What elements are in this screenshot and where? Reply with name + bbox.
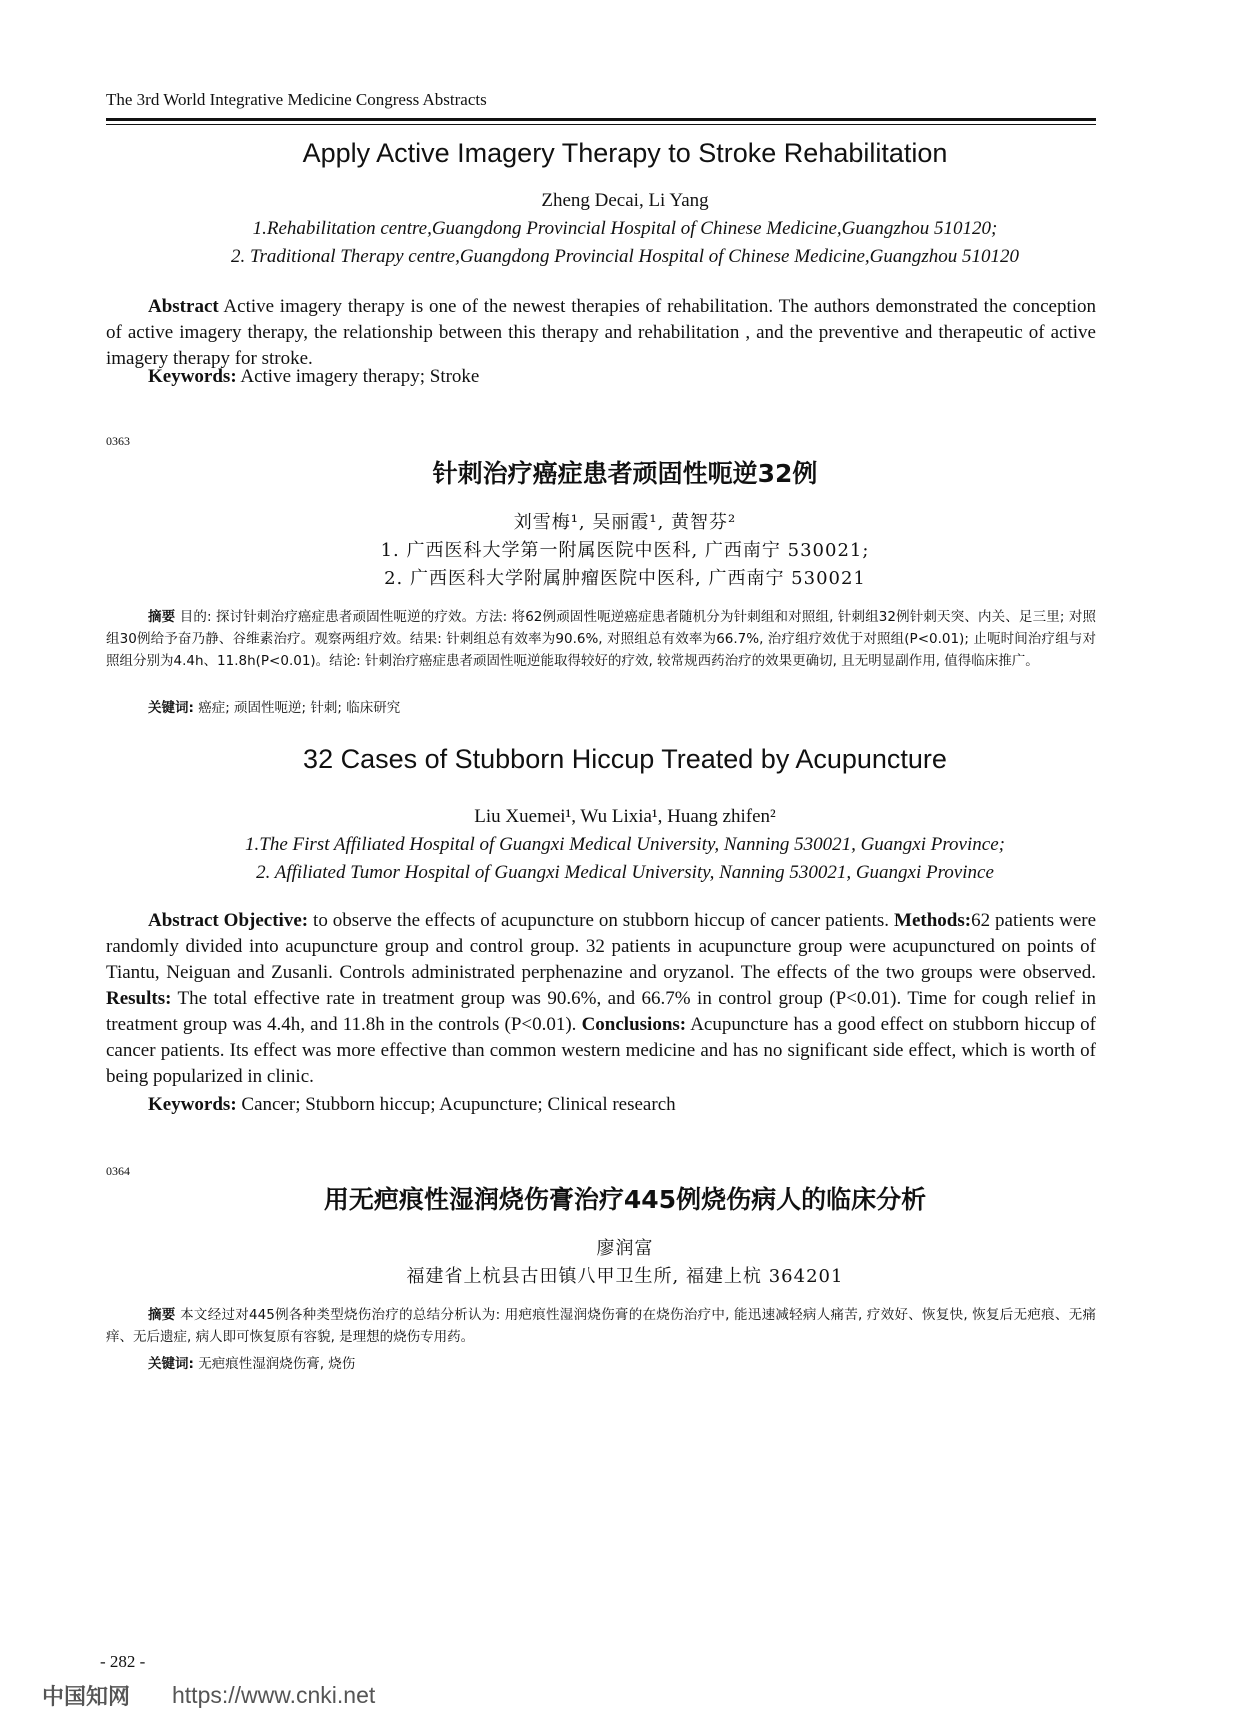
- article2-zh-keywords: [148, 696, 400, 716]
- conclusions-label: Conclusions:: [581, 1014, 687, 1035]
- page-number: - 282 -: [100, 1652, 146, 1671]
- keywords-text: Active imagery therapy; Stroke: [236, 366, 480, 387]
- article1-keywords: [148, 366, 479, 388]
- objective-text: to observe the effects of acupuncture on stubborn hiccup of cancer patients.: [308, 910, 890, 931]
- cnki-logo: 中国知网: [42, 1685, 131, 1710]
- article3-zh-keywords: [148, 1352, 355, 1372]
- article3-zh-affiliation: 福建省上杭县古田镇八甲卫生所, 福建上杭 364201: [406, 1266, 844, 1287]
- article3-zh-abstract: [106, 1304, 1096, 1348]
- methods-label: Methods:: [894, 910, 972, 931]
- keywords-label: Keywords:: [148, 366, 237, 387]
- article2-zh-title: 针刺治疗癌症患者顽固性呃逆32例: [432, 459, 818, 488]
- article1-title: Apply Active Imagery Therapy to Stroke Rehabilitation: [302, 138, 948, 168]
- running-header: The 3rd World Integrative Medicine Congress Abstracts: [106, 90, 487, 109]
- article2-zh-abstract: [106, 606, 1096, 672]
- article2-title: 32 Cases of Stubborn Hiccup Treated by Acupuncture: [303, 744, 947, 774]
- zh-keywords-label: 关键词:: [148, 700, 194, 716]
- article1-authors: Zheng Decai, Li Yang: [541, 190, 709, 211]
- footer-url: https://www.cnki.net: [172, 1682, 376, 1708]
- header-rule-thin: [106, 124, 1096, 125]
- zh-abstract-text: 目的: 探讨针刺治疗癌症患者顽固性呃逆的疗效。方法: 将62例顽固性呃逆癌症患者随机分为针刺组和对照组, 针刺组32例针刺天突、内关、足三里; 对照组30例给予奋乃静、谷维素治疗。观察两组疗效。结果: 针刺组总有效率为90.6%, 对照组总有效率为66.7%, 治疗组疗效优于对照组(P<0.01); 止呃时间治疗组与对照组分别为4.4h、11.8h(P<0.01)。结论: 针刺治疗癌症患者顽固性呃逆能取得较好的疗效, 较常规西药治疗的效果更确切, 且无明显副作用, 值得临床推广。: [106, 609, 1097, 669]
- article2-affiliation-2: 2. Affiliated Tumor Hospital of Guangxi Medical University, Nanning 530021, Guangxi Province: [256, 862, 994, 883]
- abstract-label: Abstract: [148, 910, 219, 931]
- keywords-label: Keywords:: [148, 1094, 237, 1115]
- zh-keywords-label: 关键词:: [148, 1356, 194, 1372]
- article2-affiliation-1: 1.The First Affiliated Hospital of Guangxi Medical University, Nanning 530021, Guangxi Province;: [245, 834, 1005, 855]
- zh-abstract-text: 本文经过对445例各种类型烧伤治疗的总结分析认为: 用疤痕性湿润烧伤膏的在烧伤治疗中, 能迅速减轻病人痛苦, 疗效好、恢复快, 恢复后无疤痕、无痛痒、无后遗症, 病人即可恢复原有容貌, 是理想的烧伤专用药。: [106, 1307, 1096, 1345]
- conclusions-text: Acupuncture has a good effect on stubborn hiccup of cancer patients. Its effect was more effective than common western medicine and has no significant side effect, which is worth of being popularized in clinic.: [106, 1014, 1097, 1087]
- zh-keywords-text: 无疤痕性湿润烧伤膏, 烧伤: [193, 1356, 356, 1372]
- objective-label: Objective:: [223, 910, 309, 931]
- results-text: The total effective rate in treatment group was 90.6%, and 66.7% in control group (P<0.01). Time for cough relief in treatment group was 4.4h, and 11.8h in the controls (P<0.01).: [106, 988, 1096, 1035]
- article1-affiliation-2: 2. Traditional Therapy centre,Guangdong Provincial Hospital of Chinese Medicine,Guangzhou 510120: [230, 246, 1020, 267]
- zh-abstract-label: 摘要: [148, 1307, 176, 1323]
- methods-text: 62 patients were randomly divided into acupuncture group and control group. 32 patients in acupuncture group were acupunctured on points of Tiantu, Neiguan and Zusanli. Controls administrated perphenazine and oryzanol. The effects of the two groups were observed.: [106, 910, 1097, 983]
- article3-code: 0364: [106, 1164, 130, 1178]
- article3-zh-authors: 廖润富: [596, 1238, 654, 1259]
- article1-affiliation-1: 1.Rehabilitation centre,Guangdong Provincial Hospital of Chinese Medicine,Guangzhou 510120;: [252, 218, 998, 239]
- article3-zh-title: 用无疤痕性湿润烧伤膏治疗445例烧伤病人的临床分析: [323, 1185, 927, 1214]
- zh-abstract-label: 摘要: [148, 609, 176, 625]
- article2-abstract: [106, 908, 1096, 1090]
- zh-keywords-text: 癌症; 顽固性呃逆; 针刺; 临床研究: [193, 700, 401, 716]
- article2-keywords: [148, 1094, 676, 1116]
- abstract-label: Abstract: [148, 296, 219, 317]
- results-label: Results:: [106, 988, 172, 1009]
- article2-zh-affiliation-1: 1. 广西医科大学第一附属医院中医科, 广西南宁 530021;: [380, 540, 870, 561]
- article1-abstract: [106, 294, 1096, 372]
- header-rule-thick: [106, 118, 1096, 121]
- keywords-text: Cancer; Stubborn hiccup; Acupuncture; Clinical research: [236, 1094, 676, 1115]
- article2-code: 0363: [106, 434, 130, 448]
- article2-zh-affiliation-2: 2. 广西医科大学附属肿瘤医院中医科, 广西南宁 530021: [384, 568, 866, 589]
- article2-zh-authors: 刘雪梅¹, 吴丽霞¹, 黄智芬²: [513, 512, 737, 533]
- article2-authors: Liu Xuemei¹, Wu Lixia¹, Huang zhifen²: [474, 806, 776, 827]
- abstract-text: Active imagery therapy is one of the newest therapies of rehabilitation. The authors demonstrated the conception of active imagery therapy, the relationship between this therapy and rehabilitation , and the preventive and therapeutic of active imagery therapy for stroke.: [106, 296, 1096, 369]
